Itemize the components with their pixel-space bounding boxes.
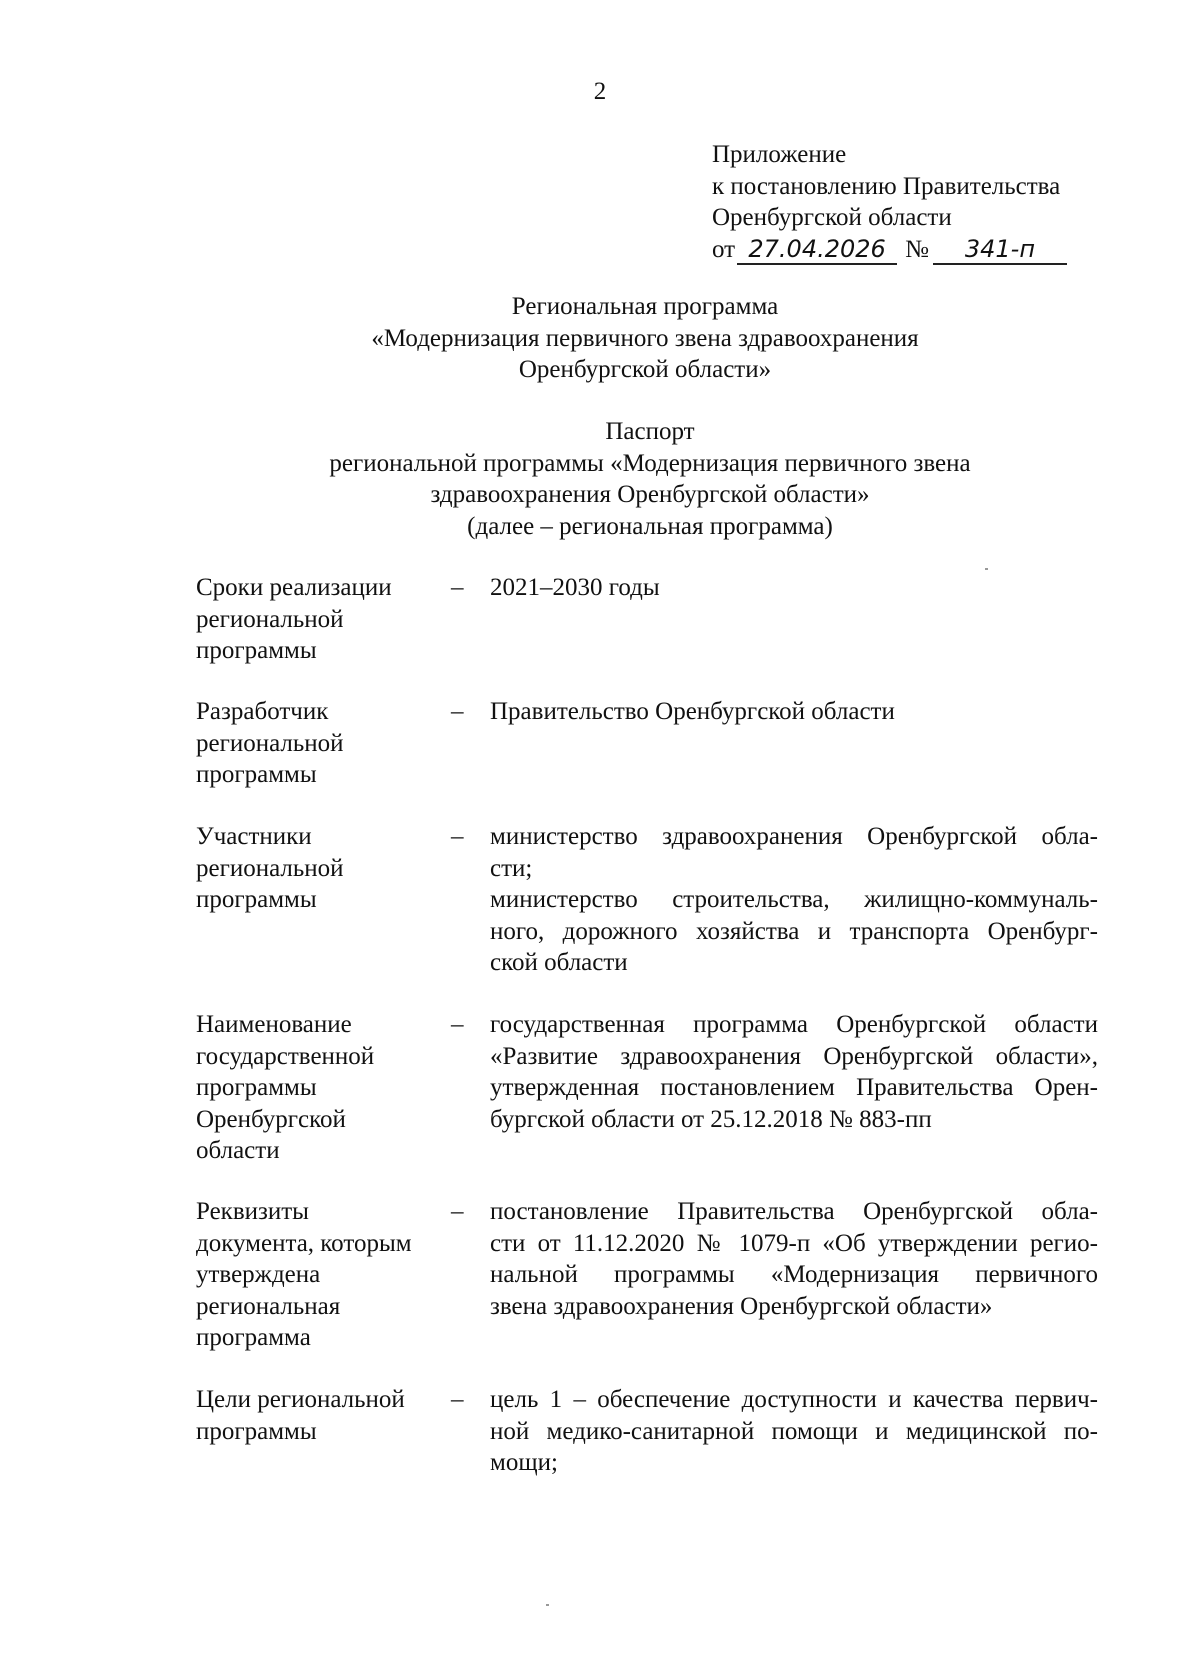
row-label-line: Наименование bbox=[196, 1011, 352, 1038]
program-title-line-1: Региональная программа bbox=[511, 293, 779, 320]
row-label-line: региональной bbox=[196, 729, 344, 757]
row-label-line: Сроки реализации bbox=[196, 574, 392, 601]
row-label-line: программы bbox=[196, 637, 317, 664]
row-value-line: 2021–2030 годы bbox=[490, 574, 660, 601]
passport-heading-line-3: здравоохранения Оренбургской области» bbox=[430, 481, 870, 508]
program-title-line-3: Оренбургской области» bbox=[518, 356, 772, 383]
scan-speck bbox=[985, 568, 988, 570]
row-label bbox=[196, 1009, 436, 1167]
appendix-region: Оренбургской области bbox=[712, 204, 952, 231]
row-label-line: Реквизиты bbox=[196, 1198, 309, 1225]
row-label-line: программы bbox=[196, 1417, 317, 1445]
row-dash: – bbox=[451, 1386, 464, 1413]
row-value-line: ской области bbox=[490, 949, 628, 976]
row-value-line: утвержденная постановлением Правительства Орен- bbox=[490, 1074, 1098, 1101]
row-label bbox=[196, 696, 436, 791]
row-value-line: сти от 11.12.2020 № 1079-п «Об утверждении регио- bbox=[490, 1229, 1098, 1257]
row-value-line: цель 1 – обеспечение доступности и качества первич- bbox=[490, 1386, 1098, 1413]
row-value bbox=[490, 1196, 1098, 1322]
row-label-line: программа bbox=[196, 1324, 311, 1351]
row-value bbox=[490, 821, 1098, 979]
row-dash: – bbox=[451, 1198, 464, 1225]
row-label-line: государственной bbox=[196, 1042, 375, 1070]
row-label-line: региональная bbox=[196, 1292, 341, 1320]
row-value-line: ного, дорожного хозяйства и транспорта Оренбург- bbox=[490, 917, 1098, 945]
row-value-line: нальной программы «Модернизация первичного bbox=[490, 1261, 1098, 1288]
row-value-line: мощи; bbox=[490, 1449, 558, 1476]
row-value bbox=[490, 696, 1098, 728]
row-label-line: документа, которым bbox=[196, 1229, 412, 1257]
row-label-line: Участники bbox=[196, 823, 312, 850]
row-label-line: программы bbox=[196, 1074, 317, 1101]
row-value-line: ной медико-санитарной помощи и медицинской по- bbox=[490, 1417, 1098, 1445]
row-value-line: министерство здравоохранения Оренбургской обла- bbox=[490, 823, 1098, 850]
page-number: 2 bbox=[593, 78, 607, 105]
date-prefix: от bbox=[712, 235, 736, 263]
row-label-line: программы bbox=[196, 761, 317, 788]
program-title bbox=[0, 291, 1200, 386]
passport-heading-line-4: (далее – региональная программа) bbox=[467, 512, 833, 540]
passport-heading bbox=[0, 416, 1200, 542]
row-label bbox=[196, 1196, 436, 1354]
row-value-line: бургской области от 25.12.2018 № 883-пп bbox=[490, 1105, 932, 1133]
row-value bbox=[490, 572, 1098, 604]
row-value-line: Правительство Оренбургской области bbox=[490, 698, 895, 725]
scan-speck bbox=[546, 1604, 549, 1606]
row-dash: – bbox=[451, 574, 464, 601]
row-dash: – bbox=[451, 698, 464, 725]
row-value-line: звена здравоохранения Оренбургской области» bbox=[490, 1292, 993, 1320]
row-value-line: «Развитие здравоохранения Оренбургской области», bbox=[490, 1042, 1098, 1070]
handwritten-date: 27.04.2026 bbox=[737, 235, 897, 265]
row-value-line: государственная программа Оренбургской области bbox=[490, 1011, 1098, 1038]
row-label-line: области bbox=[196, 1137, 280, 1164]
row-value bbox=[490, 1009, 1098, 1135]
row-dash: – bbox=[451, 823, 464, 850]
program-title-line-2: «Модернизация первичного звена здравоохранения bbox=[371, 324, 919, 352]
row-dash: – bbox=[451, 1011, 464, 1038]
appendix-resolution-ref: к постановлению Правительства bbox=[712, 172, 1061, 200]
row-value-line: постановление Правительства Оренбургской обла- bbox=[490, 1198, 1098, 1225]
appendix-title: Приложение bbox=[712, 141, 847, 168]
row-label-line: Разработчик bbox=[196, 698, 329, 725]
row-label bbox=[196, 821, 436, 916]
row-label-line: утверждена bbox=[196, 1261, 321, 1288]
appendix-block bbox=[712, 139, 1152, 265]
row-label-line: региональной bbox=[196, 854, 344, 882]
row-label bbox=[196, 1384, 436, 1447]
row-label-line: программы bbox=[196, 886, 317, 913]
row-value-line: сти; bbox=[490, 854, 533, 882]
number-sign: № bbox=[905, 235, 929, 263]
row-label-line: региональной bbox=[196, 605, 344, 633]
row-label-line: Оренбургской bbox=[196, 1105, 346, 1133]
row-label bbox=[196, 572, 436, 667]
passport-heading-line-1: Паспорт bbox=[605, 418, 695, 445]
handwritten-number: 341-п bbox=[933, 235, 1067, 265]
row-label-line: Цели региональной bbox=[196, 1386, 405, 1413]
passport-heading-line-2: региональной программы «Модернизация первичного звена bbox=[329, 449, 971, 477]
row-value bbox=[490, 1384, 1098, 1479]
appendix-date-line bbox=[712, 234, 1152, 266]
row-value-line: министерство строительства, жилищно-коммуналь- bbox=[490, 886, 1098, 913]
